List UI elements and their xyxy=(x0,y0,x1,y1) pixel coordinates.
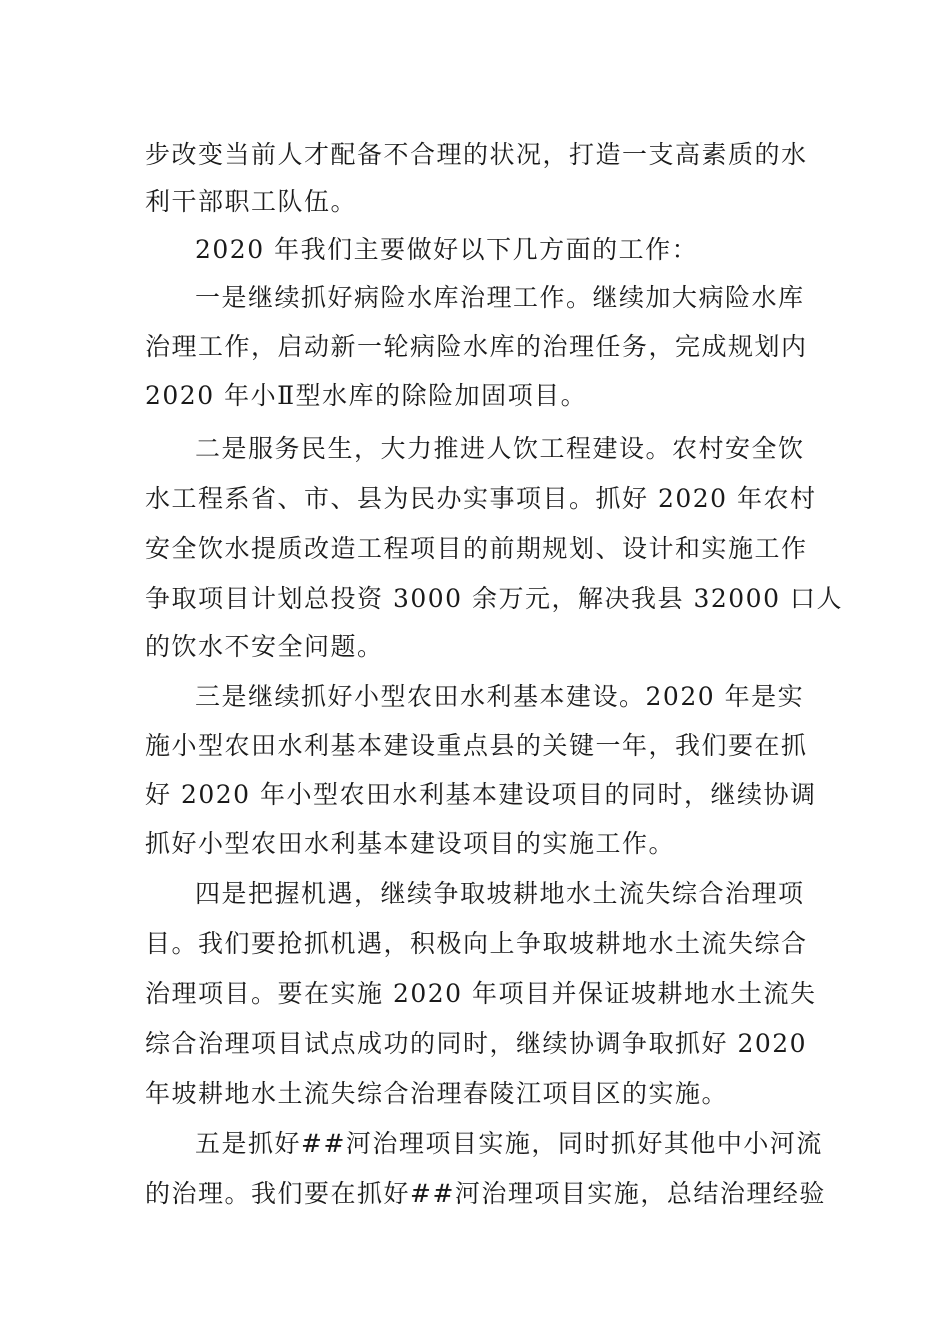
text-line: 抓好小型农田水利基本建设项目的实施工作。 xyxy=(145,829,676,858)
text-line: 治理项目。要在实施 2020 年项目并保证坡耕地水土流失 xyxy=(145,979,817,1008)
paragraph-first-line: 四是把握机遇，继续争取坡耕地水土流失综合治理项 xyxy=(195,879,805,908)
paragraph-first-line: 二是服务民生，大力推进人饮工程建设。农村安全饮 xyxy=(195,434,805,463)
text-line: 水工程系省、市、县为民办实事项目。抓好 2020 年农村 xyxy=(145,484,817,513)
text-line: 综合治理项目试点成功的同时，继续协调争取抓好 2020 xyxy=(145,1029,808,1058)
text-line: 年坡耕地水土流失综合治理春陵江项目区的实施。 xyxy=(145,1079,729,1108)
text-line: 争取项目计划总投资 3000 余万元，解决我县 32000 口人 xyxy=(145,584,843,613)
text-line: 利干部职工队伍。 xyxy=(145,187,358,216)
paragraph-first-line: 五是抓好##河治理项目实施，同时抓好其他中小河流 xyxy=(195,1129,823,1158)
paragraph-first-line: 2020 年我们主要做好以下几方面的工作： xyxy=(195,235,699,264)
paragraph-first-line: 一是继续抓好病险水库治理工作。继续加大病险水库 xyxy=(195,283,805,312)
text-line: 治理工作，启动新一轮病险水库的治理任务，完成规划内 xyxy=(145,332,808,361)
text-line: 目。我们要抢抓机遇，积极向上争取坡耕地水土流失综合 xyxy=(145,929,808,958)
text-line: 的饮水不安全问题。 xyxy=(145,632,384,661)
text-line: 步改变当前人才配备不合理的状况，打造一支高素质的水 xyxy=(145,140,808,169)
text-line: 的治理。我们要在抓好##河治理项目实施，总结治理经验 xyxy=(145,1179,826,1208)
text-line: 2020 年小Ⅱ型水库的除险加固项目。 xyxy=(145,381,588,410)
paragraph-first-line: 三是继续抓好小型农田水利基本建设。2020 年是实 xyxy=(195,682,805,711)
text-line: 施小型农田水利基本建设重点县的关键一年，我们要在抓 xyxy=(145,731,808,760)
text-line: 好 2020 年小型农田水利基本建设项目的同时，继续协调 xyxy=(145,780,817,809)
text-line: 安全饮水提质改造工程项目的前期规划、设计和实施工作 xyxy=(145,534,808,563)
